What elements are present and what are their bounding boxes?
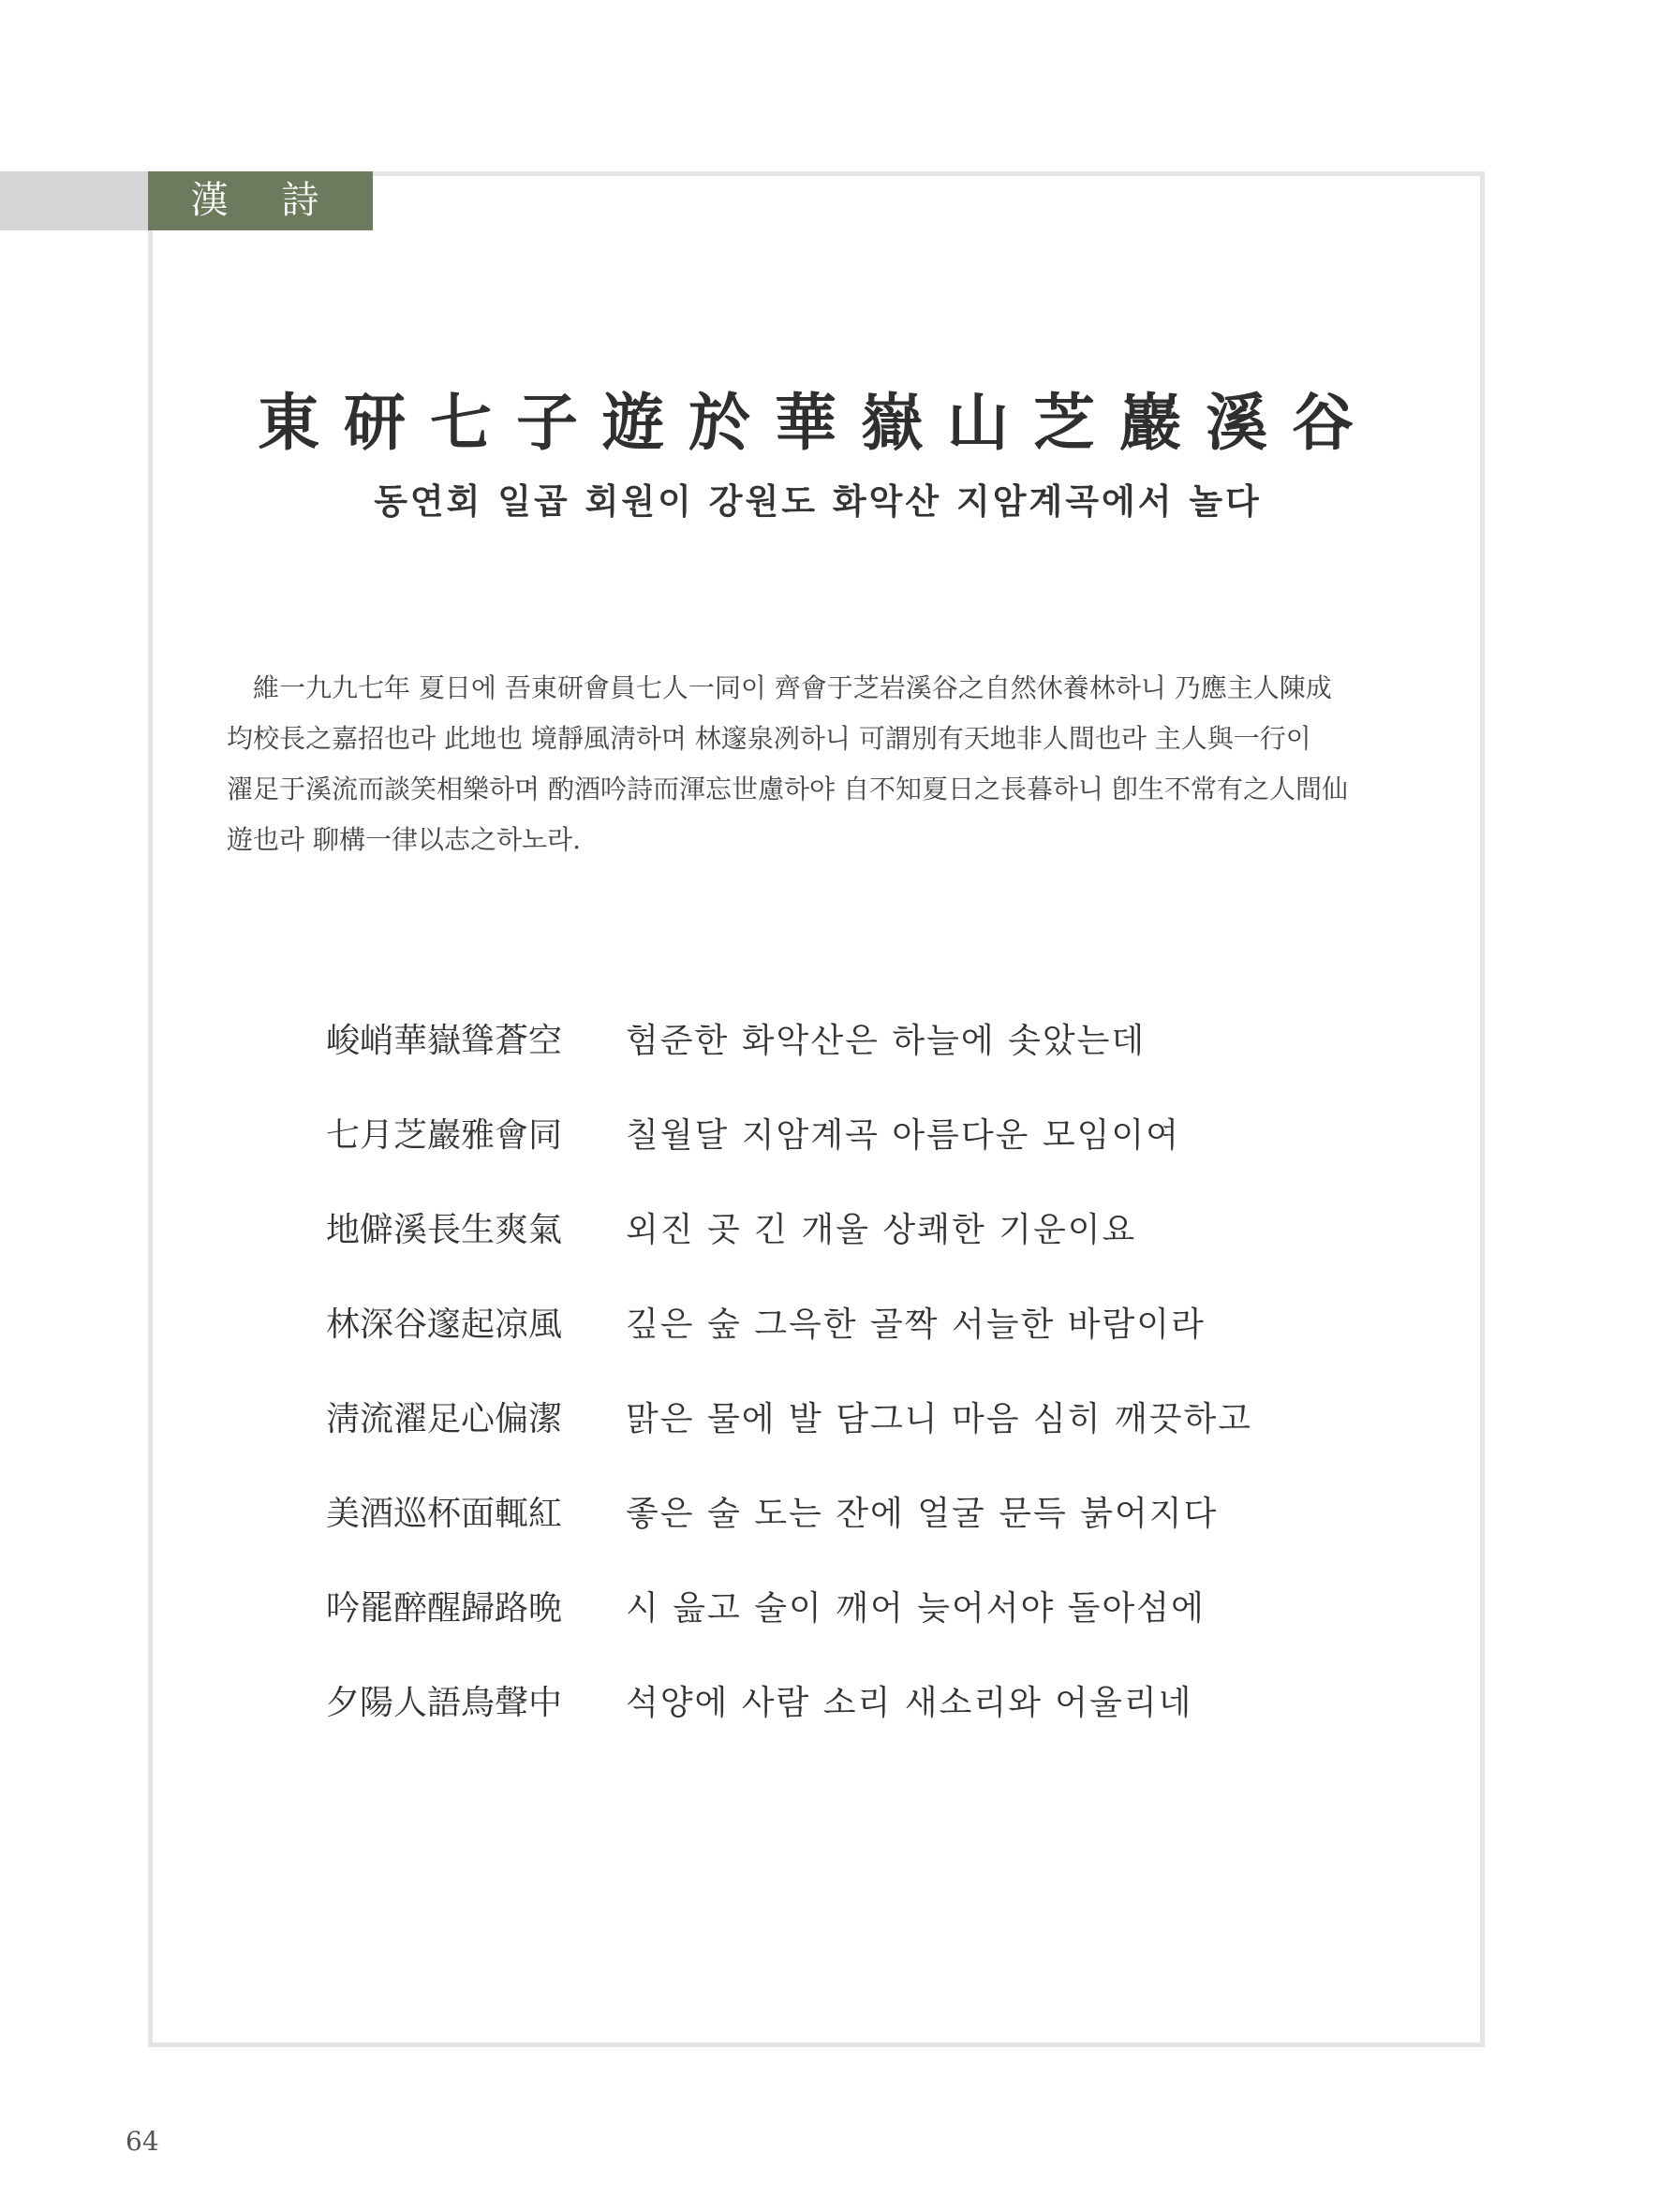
preface-line: 均校長之嘉招也라 此地也 境靜風淸하며 林邃泉冽하니 可謂別有天地非人間也라 主人與一行이 [227,723,1311,754]
poem-line [326,1085,1356,1180]
poem-line-korean: 석양에 사람 소리 새소리와 어울리네 [626,1684,1193,1722]
poem-line-hanja: 地僻溪長生爽氣 [326,1211,563,1249]
poem-line [326,991,1356,1085]
section-tab: 漢 詩 [148,171,373,230]
poem-line-hanja: 吟罷醉醒歸路晩 [326,1589,563,1628]
poem-body [326,991,1356,1747]
side-accent-bar [0,171,150,230]
poem-line [326,1653,1356,1747]
poem-line-korean: 맑은 물에 발 담그니 마음 심히 깨끗하고 [626,1400,1253,1438]
poem-line [326,1275,1356,1369]
poem-line-korean: 외진 곳 긴 개울 상쾌한 기운이요 [626,1211,1137,1249]
poem-line-hanja: 美酒巡杯面輒紅 [326,1495,563,1533]
page-number: 64 [126,2126,159,2157]
poem-line-korean: 칠월달 지암계곡 아름다운 모임이여 [626,1116,1180,1155]
preface [227,663,1426,865]
poem-line-korean: 좋은 술 도는 잔에 얼굴 문득 붉어지다 [626,1495,1219,1533]
poem-line-hanja: 淸流濯足心偏潔 [326,1400,563,1438]
preface-line: 濯足于溪流而談笑相樂하며 酌酒吟詩而渾忘世慮하야 自不知夏日之長暮하니 卽生不常有之人間仙 [227,774,1348,804]
poem-line [326,1180,1356,1275]
preface-line: 遊也라 聊構一律以志之하노라. [227,824,581,855]
poem-line-korean: 깊은 숲 그윽한 골짝 서늘한 바람이라 [626,1305,1206,1344]
poem-line-hanja: 林深谷邃起凉風 [326,1305,563,1344]
preface-line: 維一九九七年 夏日에 吾東研會員七人一同이 齊會于芝岩溪谷之自然休養林하니 乃應主人陳成 [253,672,1332,703]
poem-line-hanja: 峻峭華嶽聳蒼空 [326,1022,563,1060]
poem-line [326,1464,1356,1558]
poem-line-hanja: 七月芝巖雅會同 [326,1116,563,1155]
poem-line-korean: 험준한 화악산은 하늘에 솟았는데 [626,1022,1147,1060]
poem-line-hanja: 夕陽人語鳥聲中 [326,1684,563,1722]
poem-title-korean: 동연회 일곱 회원이 강원도 화악산 지암계곡에서 놀다 [374,480,1262,522]
poem-title-hanja: 東研七子遊於華嶽山芝巖溪谷 [258,386,1378,459]
poem-line-korean: 시 읊고 술이 깨어 늦어서야 돌아섬에 [626,1589,1206,1628]
poem-line [326,1369,1356,1464]
poem-line [326,1558,1356,1653]
